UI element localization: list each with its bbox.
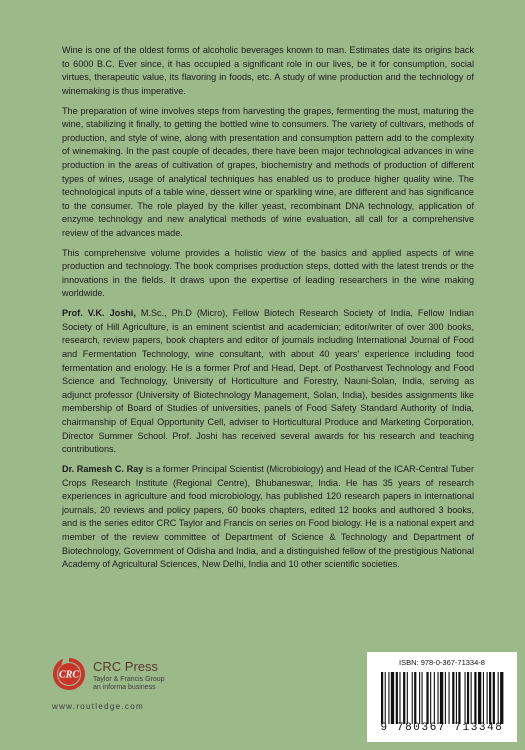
barcode-bar [426, 672, 428, 724]
barcode-bar [403, 672, 405, 724]
barcode-icon [381, 672, 505, 724]
publisher-business: an informa business [93, 684, 156, 691]
barcode-bar [500, 672, 503, 724]
barcode-bar [422, 672, 423, 724]
barcode-bar [478, 672, 481, 724]
barcode-bar [498, 672, 499, 724]
blurb-paragraph-2: The preparation of wine involves steps from harvesting the grapes, fermenting the must, maturing the wine, stabilizing it finally, to getting the bottled wine to consumers. The variety of cultivars, methods of production, and style of wine, along with presentation and consumption pattern add to the complexity of winemaking. In the past couple of decades, there have been major technological advances in wine production in the areas of cultivation of grapes, biochemistry and methods of production of different types of wines, usage of analytical techniques has enabled us to produce higher quality wine. The technological inputs of a table wine, dessert wine or sparkling wine, are different and has significance to the consumer. The role played by the killer yeast, recombinant DNA technology, application of enzyme technology and new analytical methods of wine evaluation, all call for a comprehensive review of the advances made. [62, 105, 474, 238]
barcode-bar [464, 672, 465, 724]
barcode-bar [483, 672, 484, 724]
publisher-url[interactable]: www.routledge.com [52, 702, 144, 711]
barcode-bar [414, 672, 416, 724]
logo-text: CRC [58, 669, 80, 681]
barcode-bar [456, 672, 457, 724]
publisher-block [52, 657, 232, 727]
back-cover-text [62, 44, 474, 578]
barcode-bar [388, 672, 389, 724]
blurb-paragraph-3: This comprehensive volume provides a holistic view of the basics and applied aspects of wine production and technology. The book comprises production steps, dotted with the latest trends or the innovations in the fields. It draws upon the expertise of leading researchers in the wine making worldwide. [62, 247, 474, 299]
barcode-bar [458, 672, 460, 724]
barcode-bar [440, 672, 443, 724]
barcode-bar [474, 672, 476, 724]
author-bio-text-joshi: M.Sc., Ph.D (Micro), Fellow Biotech Research Society of India, Fellow Indian Society of Hill Agriculture, is an eminent scientist and academician; editor/writer of over 300 books, research, review papers, book chapters and editor of journals including International Journal of Food and Fermentation Technology, wine consultant, with about 40 years' experience including food fermentation and enology. He is a former Prof and Head, Dept. of Postharvest Technology and Food Science and Technology, University of Horticulture and Forestry, Nauni-Solan, India, serving as adjunct professor (University of Biotechnology Management, Solan, India), besides assignments like membership of Board of Studies of universities, panels of Food Safety Standard Authority of India, chairmanship of Equal Opportunity Cell, adviser to Horticultural Produce and Marketing Corporation, Director Summer School. Prof. Joshi has received several awards for his research and teaching contributions. [62, 308, 474, 455]
barcode-bar [419, 672, 420, 724]
barcode-bar [493, 672, 495, 724]
barcode-bar [437, 672, 438, 724]
barcode-bar [452, 672, 454, 724]
publisher-group: Taylor & Francis Group [93, 676, 165, 683]
barcode-bar [487, 672, 488, 724]
author-bio-text-ray: is a former Principal Scientist (Microbiology) and Head of the ICAR-Central Tuber Crops Research Institute (Regional Centre), Bhubaneswar, India. He has 35 years of research experiences in agriculture and food microbiology, has published 120 research papers in international journals, 20 reviews and policy papers, 60 books chapters, edited 12 books and authored 3 books, and is the series editor CRC Taylor and Francis on series on Food biology. He is a national expert and member of the review committee of Department of Science & Technology and Department of Biotechnology, Government of Odisha and India, and a distinguished fellow of the prestigious National Academy of Agricultural Sciences, New Delhi, India and 10 other scientific societies. [62, 463, 474, 570]
publisher-name: CRC Press [93, 659, 159, 674]
barcode-bar [445, 672, 446, 724]
barcode-bar [467, 672, 469, 724]
barcode-bar [385, 672, 386, 724]
barcode-bar [399, 672, 400, 724]
author-name-joshi: Prof. V.K. Joshi, [62, 308, 136, 319]
barcode-bar [412, 672, 413, 724]
barcode-bar [489, 672, 491, 724]
barcode-bar [449, 672, 450, 724]
author-name-ray: Dr. Ramesh C. Ray [62, 463, 144, 474]
barcode-bar [396, 672, 398, 724]
author-bio-ray [62, 463, 474, 572]
barcode-bar [471, 672, 472, 724]
isbn-label: ISBN: 978-0-367-71334-8 [399, 658, 485, 667]
barcode-bar [430, 672, 431, 724]
author-bio-joshi [62, 307, 474, 457]
barcode-number: 9 780367 713348 [380, 722, 504, 734]
crc-logo-icon [52, 657, 86, 691]
barcode-bar [391, 672, 394, 724]
blurb-paragraph-1: Wine is one of the oldest forms of alcoholic beverages known to man. Estimates date its origins back to 6000 B.C. Ever since, it has occupied a significant role in our lives, be it for consumption, social virtues, therapeutic value, its flavoring in foods, etc. A study of wine production and the technology of winemaking is thus imperative. [62, 45, 474, 96]
barcode-bar [407, 672, 408, 724]
barcode-panel [367, 652, 517, 742]
barcode-bar [381, 672, 383, 724]
barcode-bar [434, 672, 435, 724]
